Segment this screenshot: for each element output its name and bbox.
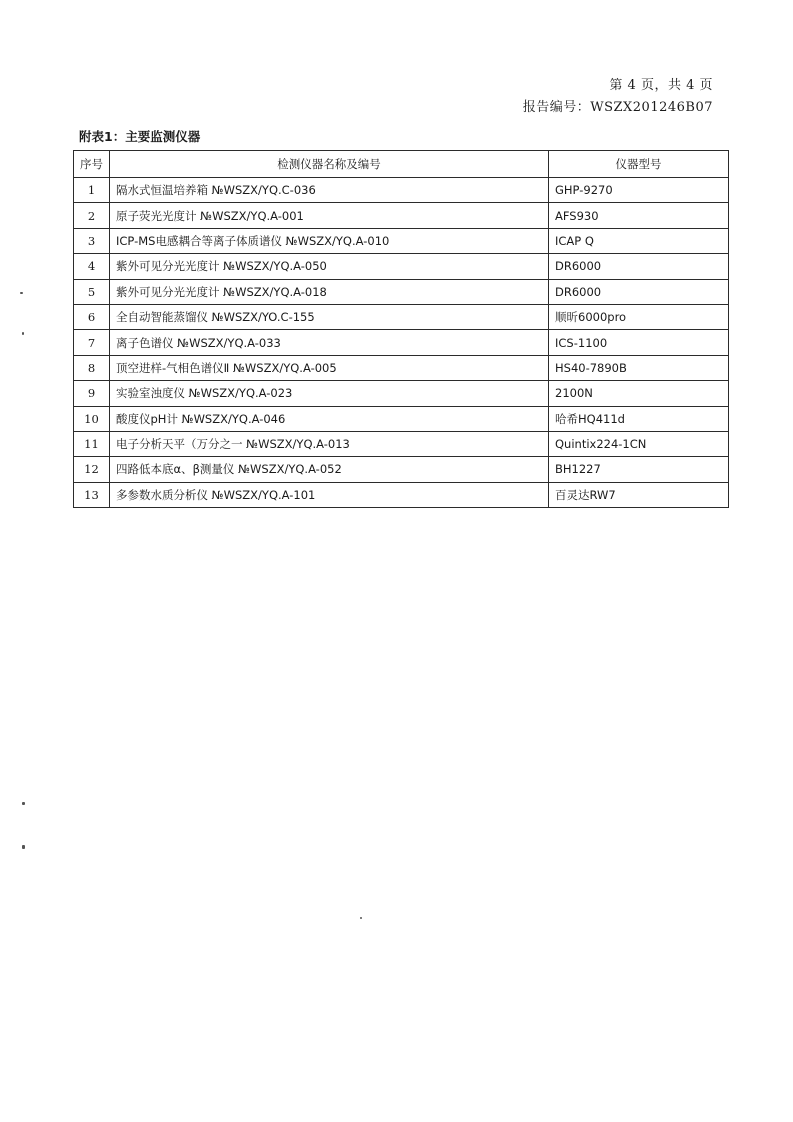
row-instrument-name: 全自动智能蒸馏仪 №WSZX/YO.C-155 (110, 304, 549, 329)
row-seq: 10 (74, 406, 110, 431)
row-instrument-name: 隔水式恒温培养箱 №WSZX/YQ.C-036 (110, 178, 549, 203)
row-model: BH1227 (549, 457, 729, 482)
row-model: DR6000 (549, 279, 729, 304)
table-row (74, 381, 729, 406)
report-number: 报告编号：WSZX201246B07 (522, 100, 713, 115)
row-seq: 6 (74, 304, 110, 329)
page-header (523, 75, 713, 119)
row-model: 2100N (549, 381, 729, 406)
table-row (74, 279, 729, 304)
row-seq: 3 (74, 228, 110, 253)
instrument-table (73, 150, 729, 508)
table-row (74, 178, 729, 203)
appendix-title: 附表1：主要监测仪器 (79, 129, 201, 144)
row-instrument-name: 顶空进样-气相色谱仪Ⅱ №WSZX/YQ.A-005 (110, 355, 549, 380)
table-row (74, 406, 729, 431)
scan-speck (22, 845, 25, 849)
row-model: HS40-7890B (549, 355, 729, 380)
row-instrument-name: 离子色谱仪 №WSZX/YQ.A-033 (110, 330, 549, 355)
row-seq: 4 (74, 254, 110, 279)
row-instrument-name: 原子荧光光度计 №WSZX/YQ.A-001 (110, 203, 549, 228)
table-row (74, 355, 729, 380)
scan-speck (22, 332, 24, 335)
table-row (74, 330, 729, 355)
row-instrument-name: 多参数水质分析仪 №WSZX/YQ.A-101 (110, 482, 549, 507)
row-model: Quintix224-1CN (549, 431, 729, 456)
row-model: ICS-1100 (549, 330, 729, 355)
scan-speck (22, 802, 25, 805)
row-model: 哈希HQ411d (549, 406, 729, 431)
row-instrument-name: 实验室浊度仪 №WSZX/YQ.A-023 (110, 381, 549, 406)
row-model: DR6000 (549, 254, 729, 279)
row-seq: 12 (74, 457, 110, 482)
row-seq: 7 (74, 330, 110, 355)
column-header-seq: 序号 (74, 151, 110, 178)
row-instrument-name: ICP-MS电感耦合等离子体质谱仪 №WSZX/YQ.A-010 (110, 228, 549, 253)
row-seq: 9 (74, 381, 110, 406)
table-row (74, 304, 729, 329)
table-row (74, 457, 729, 482)
table-row (74, 482, 729, 507)
row-seq: 2 (74, 203, 110, 228)
row-instrument-name: 紫外可见分光光度计 №WSZX/YQ.A-018 (110, 279, 549, 304)
column-header-model: 仪器型号 (549, 151, 729, 178)
row-seq: 5 (74, 279, 110, 304)
row-instrument-name: 酸度仪pH计 №WSZX/YQ.A-046 (110, 406, 549, 431)
row-instrument-name: 电子分析天平（万分之一 №WSZX/YQ.A-013 (110, 431, 549, 456)
table-header-row (74, 151, 729, 178)
column-header-instrument-name: 检测仪器名称及编号 (110, 151, 549, 178)
row-model: 百灵达RW7 (549, 482, 729, 507)
page-number: 第 4 页，共 4 页 (609, 78, 713, 93)
row-seq: 11 (74, 431, 110, 456)
table-row (74, 431, 729, 456)
row-model: ICAP Q (549, 228, 729, 253)
table-row (74, 203, 729, 228)
row-seq: 13 (74, 482, 110, 507)
row-seq: 1 (74, 178, 110, 203)
scan-speck (20, 292, 23, 294)
row-instrument-name: 四路低本底α、β测量仪 №WSZX/YQ.A-052 (110, 457, 549, 482)
row-instrument-name: 紫外可见分光光度计 №WSZX/YQ.A-050 (110, 254, 549, 279)
scan-speck (360, 917, 362, 919)
row-seq: 8 (74, 355, 110, 380)
table-row (74, 228, 729, 253)
row-model: GHP-9270 (549, 178, 729, 203)
table-row (74, 254, 729, 279)
row-model: AFS930 (549, 203, 729, 228)
row-model: 顺昕6000pro (549, 304, 729, 329)
